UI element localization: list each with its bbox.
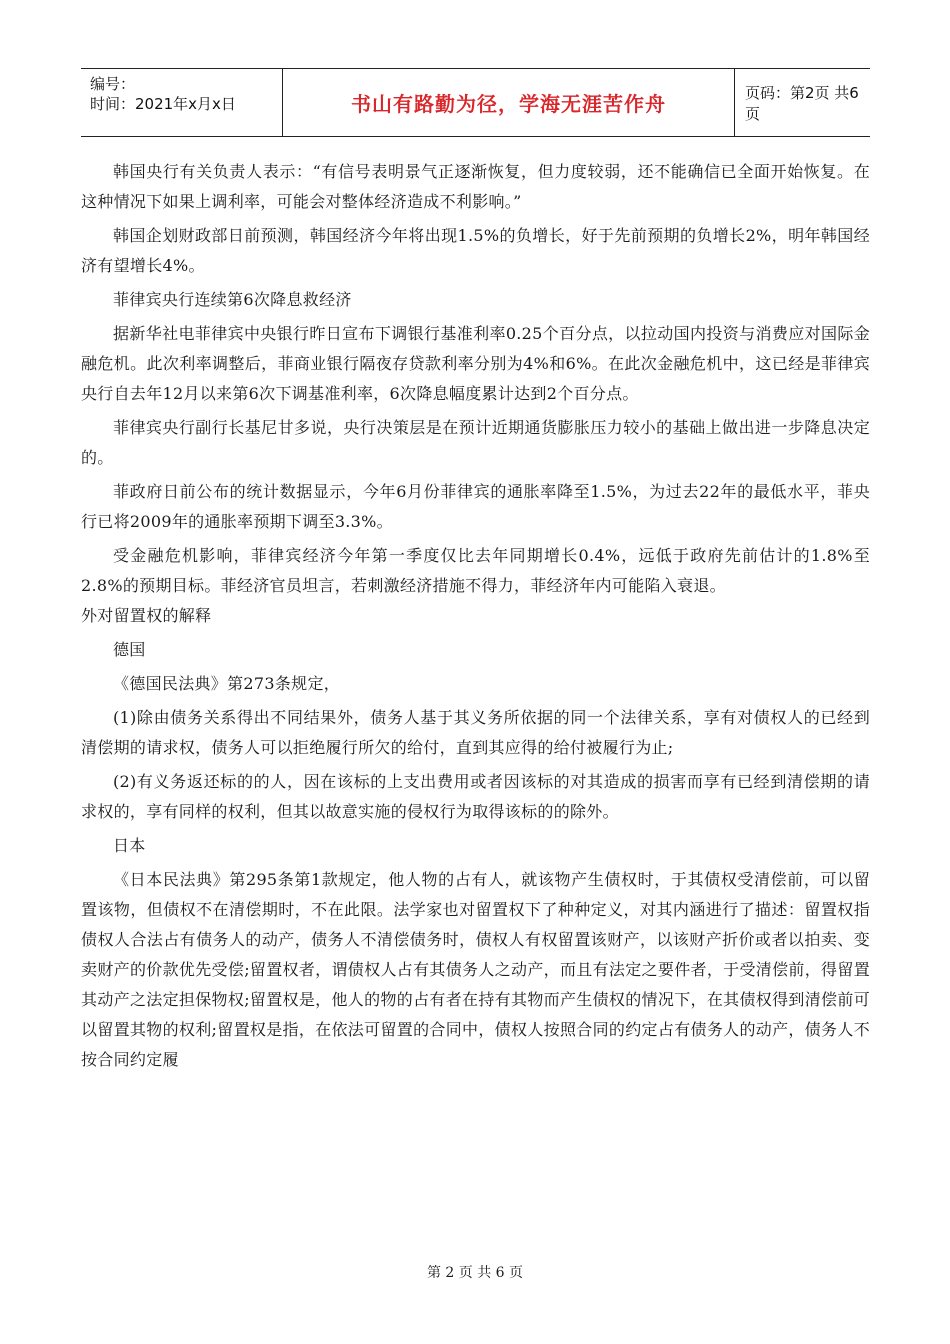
header-meta-cell (81, 69, 281, 136)
document-time-label: 时间：2021年x月x日 (90, 95, 236, 113)
body-paragraph: 《日本民法典》第295条第1款规定，他人物的占有人，就该物产生债权时，于其债权受清偿前，可以留置该物，但债权不在清偿期时，不在此限。法学家也对留置权下了种种定义，对其内涵进行了描述：留置权指债权人合法占有债务人的动产，债务人不清偿债务时，债权人有权留置该财产，以该财产折价或者以拍卖、变卖财产的价款优先受偿;留置权者，谓债权人占有其债务人之动产，而且有法定之要件者，于受清偿前，得留置其动产之法定担保物权;留置权是，他人的物的占有者在持有其物而产生债权的情况下，在其债权得到清偿前可以留置其物的权利;留置权是指，在依法可留置的合同中，债权人按照合同的约定占有债务人的动产，债务人不按合同约定履 (81, 870, 870, 1069)
section-heading: 日本 (113, 836, 146, 855)
body-paragraph: (1)除由债务关系得出不同结果外，债务人基于其义务所依据的同一个法律关系，享有对债权人的已经到清偿期的请求权，债务人可以拒绝履行所欠的给付，直到其应得的给付被履行为止; (81, 708, 870, 757)
body-paragraph: 受金融危机影响，菲律宾经济今年第一季度仅比去年同期增长0.4%，远低于政府先前估计的1.8%至2.8%的预期目标。菲经济官员坦言，若刺激经济措施不得力，菲经济年内可能陷入衰退。 (81, 546, 870, 595)
section-heading: 外对留置权的解释 (81, 606, 212, 625)
body-paragraph: (2)有义务返还标的的人，因在该标的上支出费用或者因该标的对其造成的损害而享有已经到清偿期的请求权的，享有同样的权利，但其以故意实施的侵权行为取得该标的的除外。 (81, 772, 870, 821)
document-body (81, 157, 870, 1075)
body-paragraph: 韩国企划财政部日前预测，韩国经济今年将出现1.5%的负增长，好于先前预期的负增长2%，明年韩国经济有望增长4%。 (81, 226, 870, 275)
page-header (81, 68, 870, 137)
body-paragraph: 据新华社电菲律宾中央银行昨日宣布下调银行基准利率0.25个百分点，以拉动国内投资与消费应对国际金融危机。此次利率调整后，菲商业银行隔夜存贷款利率分别为4%和6%。在此次金融危机中，这已经是菲律宾央行自去年12月以来第6次下调基准利率，6次降息幅度累计达到2个百分点。 (81, 324, 870, 403)
page-footer (0, 1262, 950, 1282)
document-number-label: 编号： (90, 75, 136, 93)
body-paragraph: 菲律宾央行副行长基尼甘多说，央行决策层是在预计近期通货膨胀压力较小的基础上做出进一步降息决定的。 (81, 418, 870, 467)
body-paragraph: 菲政府日前公布的统计数据显示，今年6月份菲律宾的通胀率降至1.5%，为过去22年的最低水平，菲央行已将2009年的通胀率预期下调至3.3%。 (81, 482, 870, 531)
header-motto: 书山有路勤为径，学海无涯苦作舟 (351, 92, 666, 116)
header-bottom-rule (81, 136, 870, 137)
header-motto-cell (282, 69, 735, 136)
body-paragraph: 《德国民法典》第273条规定， (113, 674, 341, 693)
header-page-cell (734, 69, 870, 136)
section-heading: 德国 (113, 640, 146, 659)
footer-page-number: 第 2 页 共 6 页 (426, 1265, 524, 1281)
header-page-info: 页码：第2页 共6页 (745, 83, 859, 123)
body-paragraph: 韩国央行有关负责人表示：“有信号表明景气正逐渐恢复，但力度较弱，还不能确信已全面开始恢复。在这种情况下如果上调利率，可能会对整体经济造成不利影响。” (81, 162, 870, 211)
section-heading: 菲律宾央行连续第6次降息救经济 (113, 290, 352, 309)
